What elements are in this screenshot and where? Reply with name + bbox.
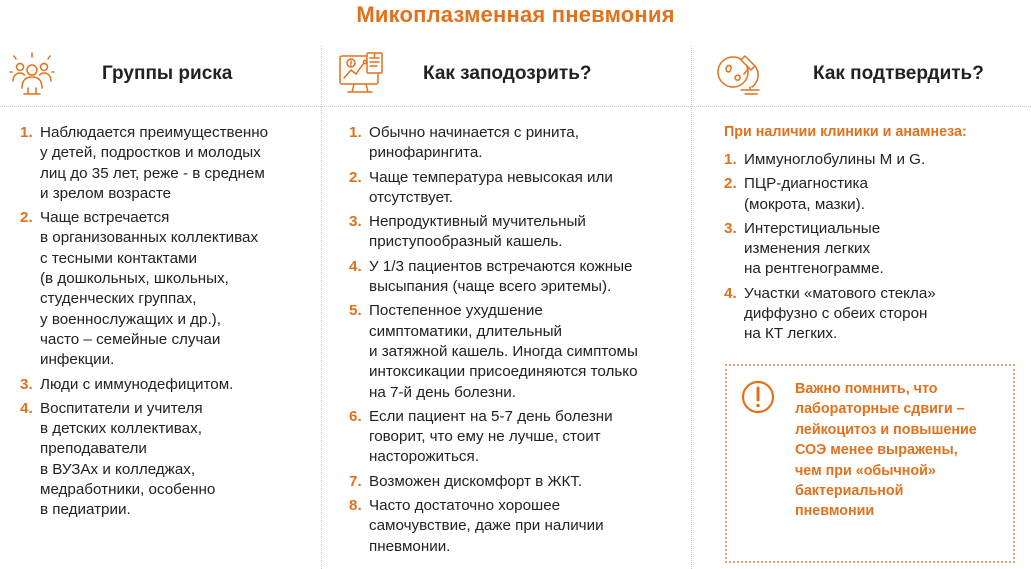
list-item-number: 3. xyxy=(20,375,33,393)
list-item-number: 2. xyxy=(349,168,362,186)
list-item-text: Чаще температура невысокая или отсутствует. xyxy=(369,168,613,206)
list-item-number: 8. xyxy=(349,497,362,515)
exclamation-circle-icon xyxy=(741,380,775,414)
list-item-text: Интерстициальные изменения легких на рентгенограмме. xyxy=(744,219,884,278)
list-item-number: 4. xyxy=(349,257,362,275)
list-item xyxy=(724,174,1024,215)
list-item-number: 6. xyxy=(349,407,362,425)
list-item-number: 3. xyxy=(349,213,362,231)
list-item-number: 1. xyxy=(20,124,33,141)
list-item-number: 1. xyxy=(724,151,737,168)
list-item-number: 5. xyxy=(349,302,362,320)
page-title: Микоплазменная пневмония xyxy=(356,2,675,27)
risk-groups-list xyxy=(20,123,315,525)
column-divider-2 xyxy=(691,46,692,569)
list-item-number: 3. xyxy=(724,219,737,237)
important-note-text: Важно помнить, что лабораторные сдвиги – лейкоцитоз и повышение СОЭ менее выражены, чем при «обычной» бактериальной пневмонии xyxy=(795,381,977,520)
list-item-text: Люди с иммунодефицитом. xyxy=(40,375,234,393)
list-item xyxy=(724,284,1024,345)
list-item-text: Постепенное ухудшение симптоматики, длительный и затяжной кашель. Иногда симптомы интоксикации присоединяются только на 7-й день болезни. xyxy=(369,302,638,401)
list-item xyxy=(349,301,689,402)
risk-groups-header xyxy=(8,46,232,102)
list-item xyxy=(20,123,315,204)
list-item-text: Воспитатели и учителя в детских коллективах, преподаватели в ВУЗАх и колледжах, медработники, особенно в педиатрии. xyxy=(40,399,216,519)
list-item-text: Непродуктивный мучительный приступообразный кашель. xyxy=(369,213,586,251)
confirm-heading: Как подтвердить? xyxy=(813,63,984,84)
list-item-number: 7. xyxy=(349,472,362,490)
list-item xyxy=(349,496,689,557)
risk-groups-heading: Группы риска xyxy=(102,63,233,84)
list-item xyxy=(349,472,689,492)
list-item-text: Иммуноглобулины M и G. xyxy=(744,151,926,168)
list-item-text: Если пациент на 5-7 день болезни говорит, что ему не лучше, стоит насторожиться. xyxy=(369,407,613,466)
list-item-number: 4. xyxy=(724,284,737,302)
list-item xyxy=(724,150,1024,170)
list-item xyxy=(349,407,689,468)
microscope-icon xyxy=(715,50,763,98)
list-item xyxy=(20,208,315,370)
list-item-number: 1. xyxy=(349,124,362,141)
monitor-chart-icon xyxy=(337,50,385,98)
list-item-text: Чаще встречается в организованных коллективах с тесными контактами (в дошкольных, школьных, студенческих группах, у военнослужащих и др.), часто – семейные случаи инфекции. xyxy=(40,209,259,369)
list-item-number: 4. xyxy=(20,399,33,417)
list-item xyxy=(349,212,689,253)
list-item xyxy=(20,375,315,395)
list-item xyxy=(349,123,689,164)
confirm-list xyxy=(724,150,1024,349)
list-item-text: Часто достаточно хорошее самочувствие, даже при наличии пневмонии. xyxy=(369,497,604,555)
header-divider xyxy=(0,106,1031,107)
suspect-list xyxy=(349,123,689,561)
list-item xyxy=(724,219,1024,280)
confirm-subheading: При наличии клиники и анамнеза: xyxy=(724,124,967,140)
column-divider-1 xyxy=(321,46,322,569)
list-item-text: Обычно начинается с ринита, ринофарингита. xyxy=(369,124,579,162)
confirm-header xyxy=(715,46,984,102)
list-item xyxy=(20,399,315,521)
list-item-text: Возможен дискомфорт в ЖКТ. xyxy=(369,472,583,490)
important-note xyxy=(725,364,1015,563)
list-item-number: 2. xyxy=(724,175,737,193)
suspect-header xyxy=(337,46,592,102)
list-item-text: Наблюдается преимущественно у детей, подростков и молодых лиц до 35 лет, реже - в среднем и зрелом возрасте xyxy=(40,124,269,202)
list-item-text: У 1/3 пациентов встречаются кожные высыпания (чаще всего эритемы). xyxy=(369,257,633,296)
suspect-heading: Как заподозрить? xyxy=(423,63,592,84)
list-item-text: ПЦР-диагностика (мокрота, мазки). xyxy=(744,175,868,213)
list-item-text: Участки «матового стекла» диффузно с обеих сторон на КТ легких. xyxy=(744,284,936,343)
group-people-icon xyxy=(8,50,56,98)
list-item-number: 2. xyxy=(20,209,33,227)
list-item xyxy=(349,257,689,298)
list-item xyxy=(349,168,689,209)
